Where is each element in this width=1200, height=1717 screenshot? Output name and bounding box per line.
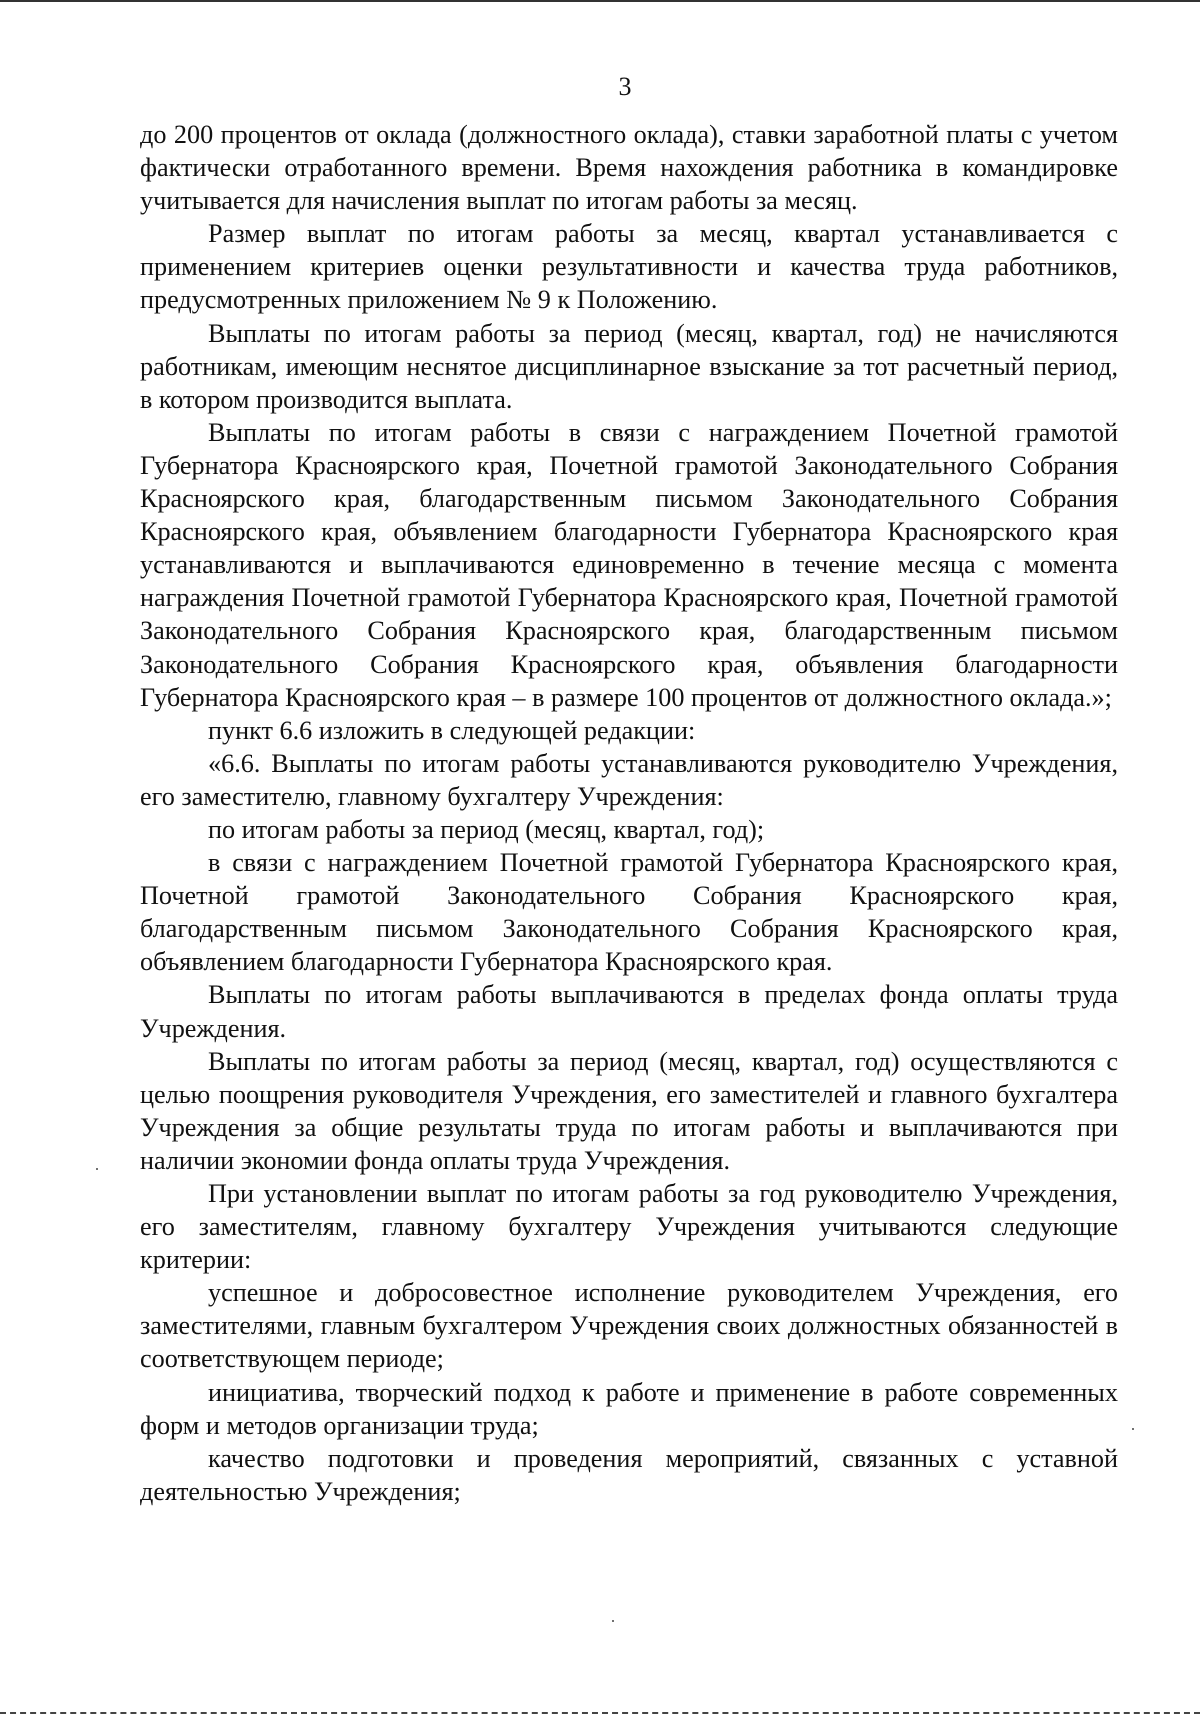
paragraph: пункт 6.6 изложить в следующей редакции:: [208, 715, 696, 745]
scan-speck: [1132, 1428, 1134, 1430]
paragraph: в связи с награждением Почетной грамотой Губернатора Красноярского края, Почетной грамотой Законодательного Собрания Красноярского края, благодарственным письмом Законодательного Собрания Красноярского края, объявлением благодарности Губернатора Красноярского края.: [140, 848, 1118, 977]
paragraph: При установлении выплат по итогам работы за год руководителю Учреждения, его заместителям, главному бухгалтеру Учреждения учитываются следующие критерии:: [140, 1179, 1118, 1275]
document-body: [140, 118, 1118, 1508]
paragraph: по итогам работы за период (месяц, квартал, год);: [208, 814, 765, 844]
scan-speck: [612, 1620, 614, 1622]
paragraph: инициатива, творческий подход к работе и применение в работе современных форм и методов организации труда;: [140, 1377, 1118, 1440]
page-number: 3: [618, 72, 632, 101]
paragraph: Выплаты по итогам работы в связи с награждением Почетной грамотой Губернатора Красноярского края, Почетной грамотой Законодательного Собрания Красноярского края, благодарственным письмом Законодательного Собрания Красноярского края, объявлением благодарности Губернатора Красноярского края устанавливаются и выплачиваются единовременно в течение месяца с момента награждения Почетной грамотой Губернатора Красноярского края, Почетной грамотой Законодательного Собрания Красноярского края, благодарственным письмом Законодательного Собрания Красноярского края, объявления благодарности Губернатора Красноярского края – в размере 100 процентов от должностного оклада.»;: [140, 417, 1118, 712]
paragraph: Выплаты по итогам работы за период (месяц, квартал, год) осуществляются с целью поощрения руководителя Учреждения, его заместителей и главного бухгалтера Учреждения за общие результаты труда по итогам работы и выплачиваются при наличии экономии фонда оплаты труда Учреждения.: [140, 1046, 1118, 1175]
paragraph: качество подготовки и проведения мероприятий, связанных с уставной деятельностью Учреждения;: [140, 1443, 1118, 1506]
paragraph: Выплаты по итогам работы выплачиваются в пределах фонда оплаты труда Учреждения.: [140, 980, 1118, 1043]
paragraph: до 200 процентов от оклада (должностного оклада), ставки заработной платы с учетом фактически отработанного времени. Время нахождения работника в командировке учитывается для начисления выплат по итогам работы за месяц.: [140, 120, 1118, 216]
scan-speck: [96, 1168, 98, 1170]
paragraph: Выплаты по итогам работы за период (месяц, квартал, год) не начисляются работникам, имеющим неснятое дисциплинарное взыскание за тот расчетный период, в котором производится выплата.: [140, 318, 1118, 414]
paragraph: успешное и добросовестное исполнение руководителем Учреждения, его заместителями, главным бухгалтером Учреждения своих должностных обязанностей в соответствующем периоде;: [140, 1278, 1118, 1374]
paragraph: «6.6. Выплаты по итогам работы устанавливаются руководителю Учреждения, его заместителю, главному бухгалтеру Учреждения:: [140, 748, 1118, 811]
scan-bottom-border: [0, 1712, 1200, 1714]
paragraph: Размер выплат по итогам работы за месяц, квартал устанавливается с применением критериев оценки результативности и качества труда работников, предусмотренных приложением № 9 к Положению.: [140, 219, 1118, 315]
scan-top-border: [0, 0, 1200, 2]
